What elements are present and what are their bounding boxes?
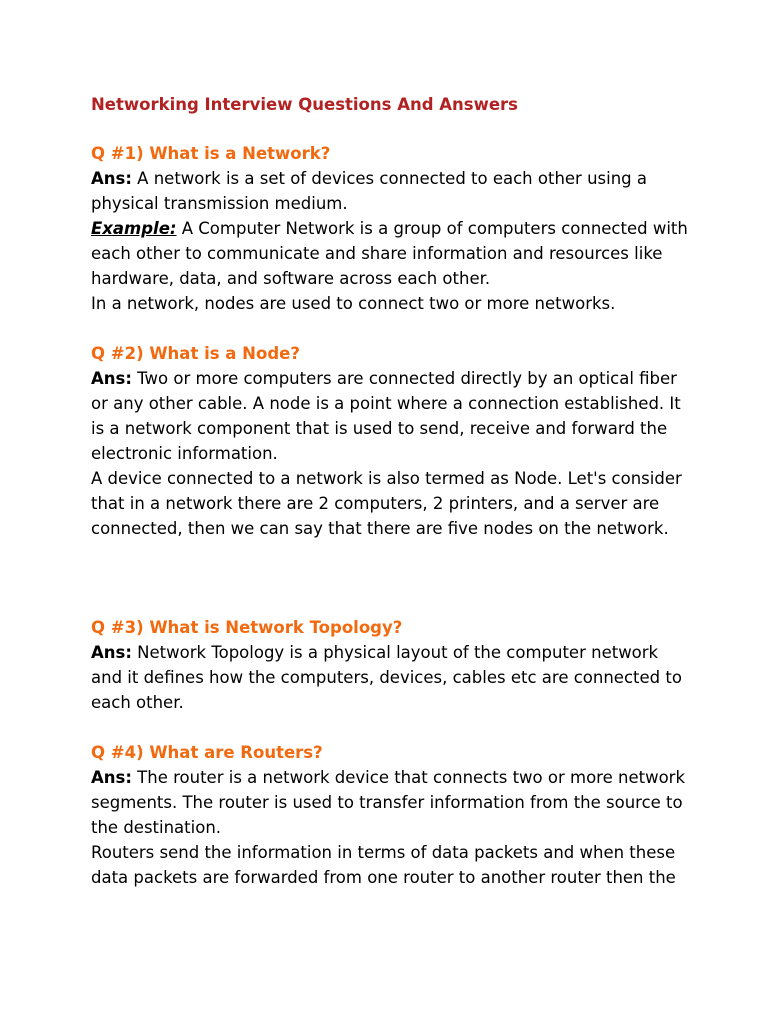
answer-3-text: Network Topology is a physical layout of the computer network and it defines how the computers, devices, cables etc are connected to each other. bbox=[91, 643, 682, 712]
answer-4-paragraph bbox=[91, 765, 691, 840]
question-1-heading: Q #1) What is a Network? bbox=[91, 144, 331, 163]
document-title: Networking Interview Questions And Answers bbox=[91, 95, 519, 114]
answer-label: Ans: bbox=[91, 643, 132, 662]
question-4-heading: Q #4) What are Routers? bbox=[91, 743, 323, 762]
example-1-paragraph bbox=[91, 216, 691, 291]
spacer bbox=[91, 715, 691, 740]
answer-label: Ans: bbox=[91, 768, 132, 787]
answer-2-paragraph bbox=[91, 366, 691, 466]
answer-4-text: The router is a network device that connects two or more network segments. The router is used to transfer information from the source to the destination. bbox=[91, 768, 686, 837]
question-3-heading: Q #3) What is Network Topology? bbox=[91, 618, 403, 637]
answer-4-extra: Routers send the information in terms of data packets and when these data packets are forwarded from one router to another router then the bbox=[91, 843, 676, 887]
answer-1-paragraph bbox=[91, 166, 691, 216]
answer-3-paragraph bbox=[91, 640, 691, 715]
answer-2-extra: A device connected to a network is also termed as Node. Let's consider that in a network there are 2 computers, 2 printers, and a server are connected, then we can say that there are five nodes on the network. bbox=[91, 469, 682, 538]
spacer bbox=[91, 316, 691, 341]
answer-2-text: Two or more computers are connected directly by an optical fiber or any other cable. A node is a point where a connection established. It is a network component that is used to send, receive and forward the electronic information. bbox=[91, 369, 681, 463]
example-label: Example: bbox=[91, 219, 177, 238]
question-2-heading: Q #2) What is a Node? bbox=[91, 344, 300, 363]
answer-1-extra: In a network, nodes are used to connect two or more networks. bbox=[91, 294, 616, 313]
answer-label: Ans: bbox=[91, 169, 132, 188]
spacer bbox=[91, 541, 691, 615]
document-page bbox=[91, 92, 691, 890]
example-1-text: A Computer Network is a group of computers connected with each other to communicate and share information and resources like hardware, data, and software across each other. bbox=[91, 219, 688, 288]
answer-label: Ans: bbox=[91, 369, 132, 388]
answer-1-text: A network is a set of devices connected to each other using a physical transmission medium. bbox=[91, 169, 648, 213]
